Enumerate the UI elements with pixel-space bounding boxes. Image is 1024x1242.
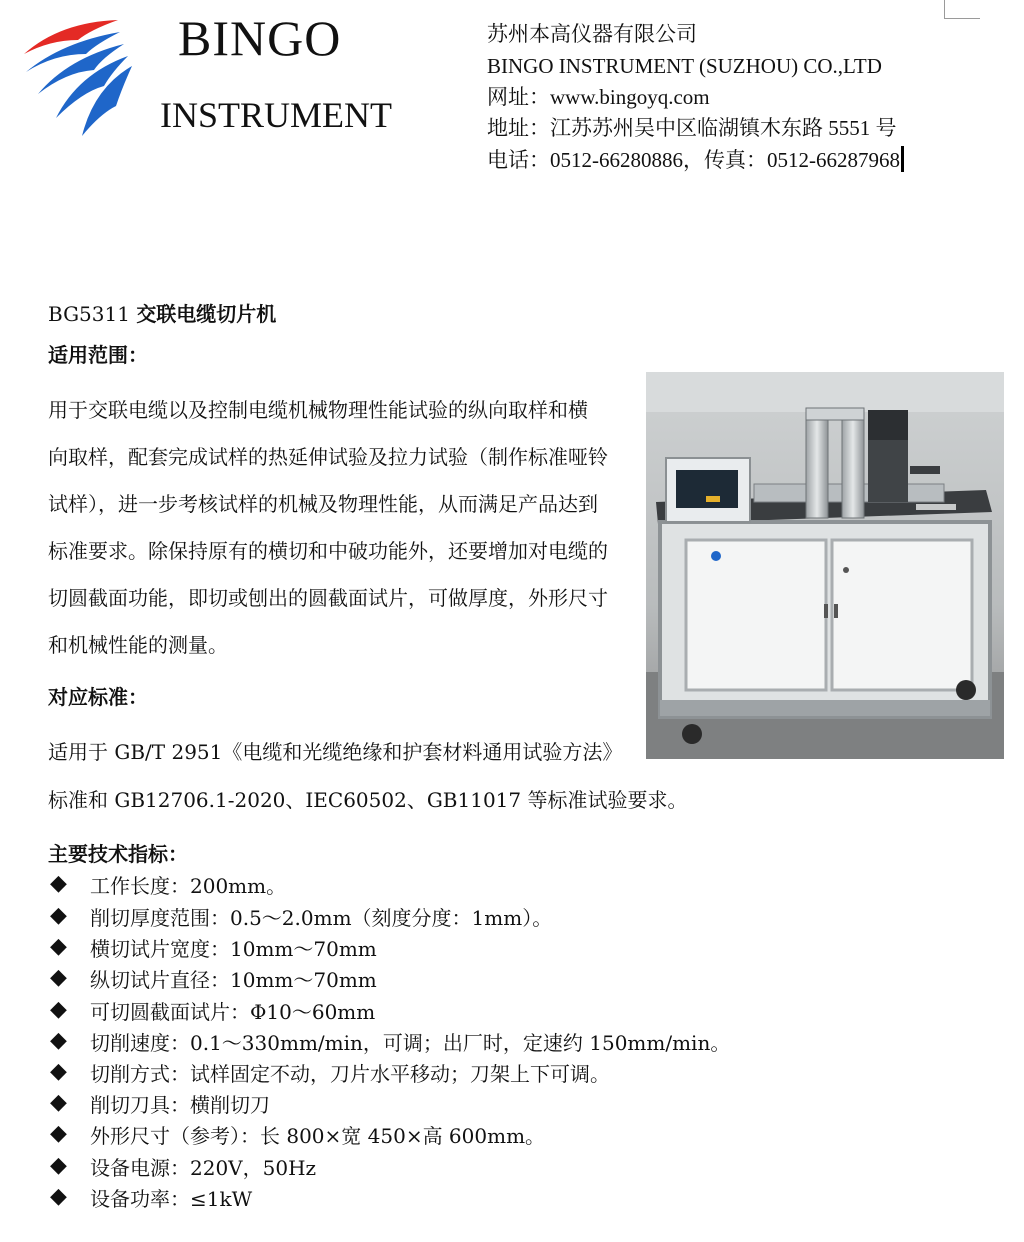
- crop-mark-horizontal: [944, 18, 980, 19]
- spec-item-text: 切削方式：试样固定不动，刀片水平移动；刀架上下可调。: [90, 1062, 610, 1086]
- diamond-bullet-icon: ◆: [50, 1090, 67, 1115]
- crop-mark-vertical: [944, 0, 945, 18]
- scope-line: 试样），进一步考核试样的机械及物理性能，从而满足产品达到: [48, 492, 598, 516]
- company-phone-fax: [487, 146, 904, 174]
- product-name: 交联电缆切片机: [136, 302, 277, 326]
- standards-line: 适用于 GB/T 2951《电缆和光缆绝缘和护套材料通用试验方法》: [48, 740, 623, 764]
- company-address: 地址：江苏苏州吴中区临湖镇木东路 5551 号: [487, 116, 897, 140]
- diamond-bullet-icon: ◆: [50, 1153, 67, 1178]
- product-photo: [646, 372, 1004, 759]
- company-website: 网址：www.bingoyq.com: [487, 85, 710, 109]
- diamond-bullet-icon: ◆: [50, 934, 67, 959]
- scope-line: 标准要求。除保持原有的横切和中破功能外，还要增加对电缆的: [48, 539, 608, 563]
- product-title: [48, 301, 276, 327]
- diamond-bullet-icon: ◆: [50, 997, 67, 1022]
- scope-line: 用于交联电缆以及控制电缆机械物理性能试验的纵向取样和横: [48, 398, 588, 422]
- standards-heading: 对应标准：: [48, 685, 148, 709]
- scope-heading: 适用范围：: [48, 343, 148, 367]
- brand-name: BINGO: [178, 10, 342, 66]
- phone-fax-text: 电话：0512-66280886，传真：0512-66287968: [487, 148, 900, 172]
- spec-item-text: 外形尺寸（参考）：长 800×宽 450×高 600mm。: [90, 1124, 546, 1148]
- diamond-bullet-icon: ◆: [50, 1028, 67, 1053]
- spec-item-text: 横切试片宽度：10mm～70mm: [90, 937, 377, 961]
- diamond-bullet-icon: ◆: [50, 871, 67, 896]
- brand-subtitle: INSTRUMENT: [160, 95, 392, 135]
- company-name-en: BINGO INSTRUMENT (SUZHOU) CO.,LTD: [487, 54, 882, 78]
- spec-item-text: 切削速度：0.1～330mm/min，可调；出厂时，定速约 150mm/min。: [90, 1031, 731, 1055]
- standards-line: 标准和 GB12706.1-2020、IEC60502、GB11017 等标准试验要求。: [48, 788, 688, 812]
- spec-item-text: 纵切试片直径：10mm～70mm: [90, 968, 377, 992]
- product-model: BG5311: [48, 302, 130, 326]
- diamond-bullet-icon: ◆: [50, 1184, 67, 1209]
- scope-line: 向取样，配套完成试样的热延伸试验及拉力试验（制作标准哑铃: [48, 445, 608, 469]
- specs-heading: 主要技术指标：: [48, 842, 188, 866]
- spec-item-text: 设备电源：220V，50Hz: [90, 1156, 317, 1180]
- spec-item-text: 可切圆截面试片：Φ10～60mm: [90, 1000, 376, 1024]
- spec-item-text: 削切厚度范围：0.5～2.0mm（刻度分度：1mm）。: [90, 906, 553, 930]
- diamond-bullet-icon: ◆: [50, 903, 67, 928]
- spec-item-text: 削切刀具：横削切刀: [90, 1093, 270, 1117]
- spec-item-text: 工作长度：200mm。: [90, 874, 287, 898]
- bingo-logo-icon: [20, 14, 145, 139]
- diamond-bullet-icon: ◆: [50, 1121, 67, 1146]
- diamond-bullet-icon: ◆: [50, 965, 67, 990]
- diamond-bullet-icon: ◆: [50, 1059, 67, 1084]
- scope-line: 和机械性能的测量。: [48, 633, 228, 657]
- company-name-cn: 苏州本高仪器有限公司: [487, 22, 697, 46]
- spec-item-text: 设备功率：≤1kW: [90, 1187, 253, 1211]
- scope-line: 切圆截面功能，即切或刨出的圆截面试片，可做厚度，外形尺寸: [48, 586, 608, 610]
- text-cursor: [901, 146, 904, 172]
